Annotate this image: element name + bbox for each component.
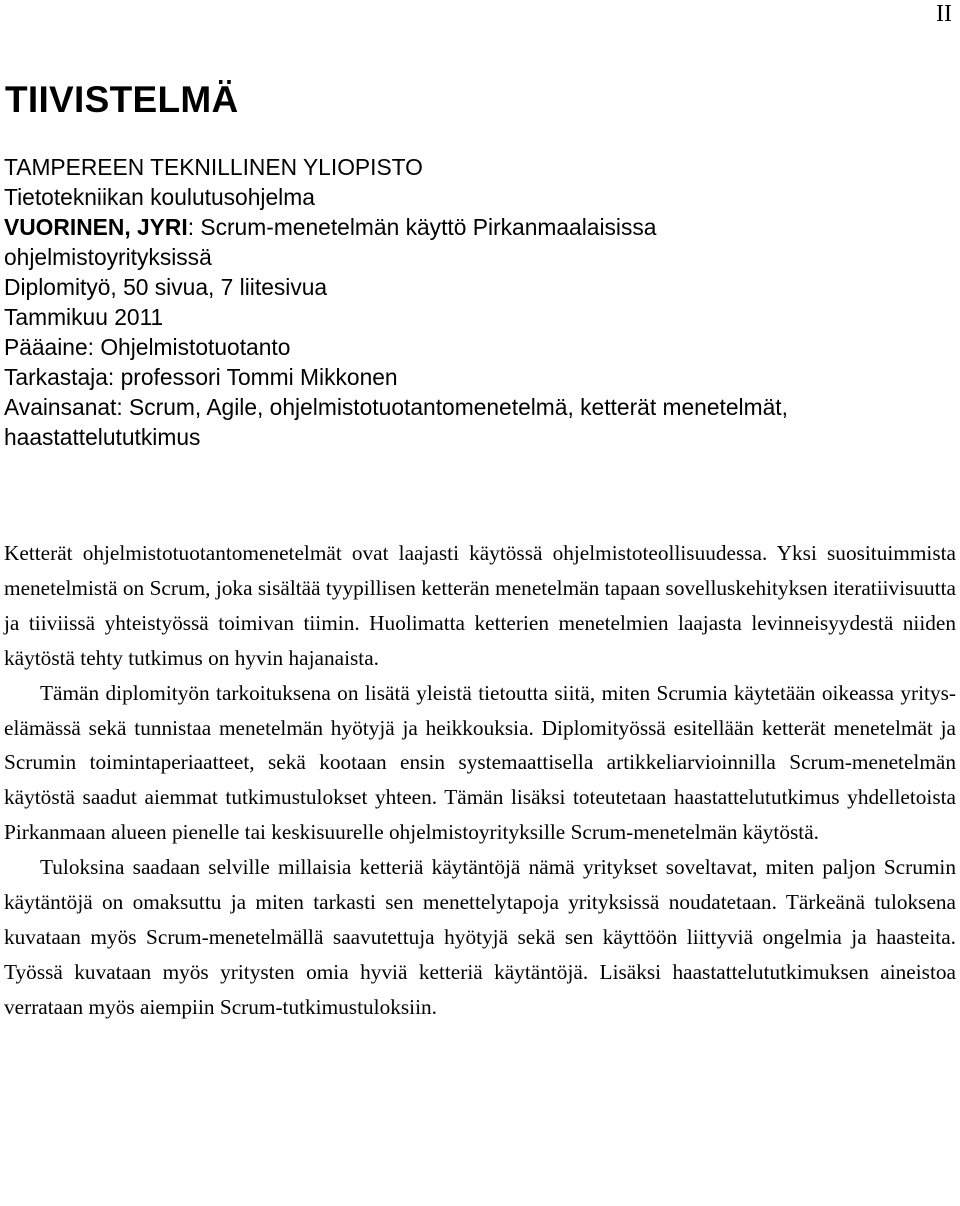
thesis-date: Tammikuu 2011 xyxy=(4,304,164,330)
major-subject: Pääaine: Ohjelmistotuotanto xyxy=(4,334,291,360)
abstract-paragraph-2: Tämän diplomityön tarkoituksena on lisätä yleistä tietoutta siitä, miten Scrumia käytetään oikeassa yrityselämässä sekä tunnistaa menetelmän hyötyjä ja heikkouksia. Diplomityössä esitellään ketterät menetelmät ja Scrumin toimintaperiaatteet, sekä kootaan ensin systemaattisella artikkeliarvioinnilla Scrum-menetelmän käytöstä saadut aiemmat tutkimustulokset yhteen. Tämän lisäksi toteutetaan haastattelututkimus yhdelletoista Pirkanmaan alueen pienelle tai keskisuurelle ohjelmistoyrityksille Scrum-menetelmän käytöstä. xyxy=(4,680,956,845)
university-name: TAMPEREEN TEKNILLINEN YLIOPISTO xyxy=(4,154,423,180)
author-separator: : xyxy=(187,214,201,240)
examiner: Tarkastaja: professori Tommi Mikkonen xyxy=(4,364,398,390)
abstract-paragraph-1: Ketterät ohjelmistotuotantomenetelmät ovat laajasti käytössä ohjelmistoteollisuudessa. Yksi suosituimmista menetelmistä on Scrum, joka sisältää tyypillisen ketterän menetelmän tapaan sovelluskehityksen iteratiivisuutta ja tiiviissä yhteistyössä toimivan tiimin. Huolimatta ketterien menetelmien laajasta levinneisyydestä niiden käytöstä tehty tutkimus on hyvin hajanaista. xyxy=(4,541,956,670)
page-number: II xyxy=(936,1,952,27)
degree-program: Tietotekniikan koulutusohjelma xyxy=(4,184,315,210)
abstract-body xyxy=(4,536,956,1025)
thesis-title-line2: ohjelmistoyrityksissä xyxy=(4,244,212,270)
keywords-line2: haastattelututkimus xyxy=(4,424,201,450)
author-and-title xyxy=(4,212,954,242)
keywords-line1: Avainsanat: Scrum, Agile, ohjelmistotuotantomenetelmä, ketterät menetelmät, xyxy=(4,394,788,420)
thesis-metadata xyxy=(4,152,954,452)
page-title: TIIVISTELMÄ xyxy=(5,79,239,120)
author-name: VUORINEN, JYRI xyxy=(4,214,188,240)
thesis-title-line1: Scrum-menetelmän käyttö Pirkanmaalaisissa xyxy=(200,214,657,240)
thesis-info: Diplomityö, 50 sivua, 7 liitesivua xyxy=(4,274,328,300)
abstract-paragraph-3: Tuloksina saadaan selville millaisia ketteriä käytäntöjä nämä yritykset soveltavat, miten paljon Scrumin käytäntöjä on omaksuttu ja miten tarkasti sen menettelytapoja yrityksissä noudatetaan. Tärkeänä tuloksena kuvataan myös Scrum-menetelmällä saavutettuja hyötyjä sekä sen käyttöön liittyviä ongelmia ja haasteita. Työssä kuvataan myös yritysten omia hyviä ketteriä käytäntöjä. Lisäksi haastattelututkimuksen aineistoa verrataan myös aiempiin Scrum-tutkimustuloksiin. xyxy=(4,855,956,1019)
